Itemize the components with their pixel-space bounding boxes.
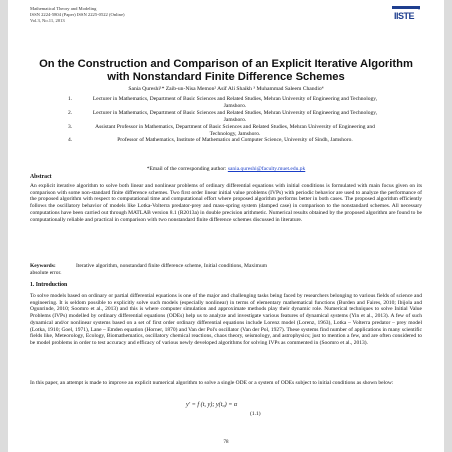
journal-name: Mathematical Theory and Modeling — [30, 6, 97, 11]
intro-paragraph-2: In this paper, an attempt is made to improve an explicit numerical algorithm to solve a single ODE or a system of ODEs subject to initial conditions as shown below: — [30, 380, 394, 386]
equation-number: (1.1) — [250, 411, 261, 417]
affiliation-list — [68, 96, 388, 144]
affiliation-item: 4. Professor of Mathematics, Institute of Mathematics and Computer Science, University of Sindh, Jamshoro. — [68, 137, 353, 144]
intro-heading: 1. Introduction — [30, 282, 68, 288]
corresponding-email — [38, 166, 414, 172]
affiliation-item: 3. Assistant Professor in Mathematics, Department of Basic Sciences and Related Studies, Mehran University of Engineering and Technology, Jamshoro. — [68, 123, 375, 137]
affiliation-item: 1. Lecturer in Mathematics, Department of Basic Sciences and Related Studies, Mehran University of Engineering and Technology, Jamshoro. — [68, 96, 378, 109]
publisher-logo — [392, 6, 420, 24]
paper-page — [8, 0, 444, 452]
email-label: *Email of the corresponding author: — [146, 166, 227, 172]
running-header — [30, 6, 125, 24]
equation: y′ = f (t, y); y(t₀) = α — [186, 401, 238, 408]
author-list: Sania Qureshi¹* Zaib-un-Nisa Memon² Asif Ali Shaikh ³ Muhammad Saleem Chandio⁴ — [128, 86, 324, 92]
page-number: 78 — [223, 440, 229, 445]
email-link[interactable]: sania.qureshi@faculty.muet.edu.pk — [227, 166, 306, 172]
keywords-text: Iterative algorithm, nonstandard finite difference scheme, Initial conditions, Maximum — [76, 263, 267, 269]
affiliation-item: 2. Lecturer in Mathematics, Department of Basic Sciences and Related Studies, Mehran University of Engineering and Technology, Jamshoro. — [68, 109, 378, 123]
intro-paragraph-1: To solve models based on ordinary or partial differential equations is one of the major and challenging tasks being faced by researchers belonging to various fields of science and engineering. It is seldom possible to explicitly solve such models (especially nonlinear) in terms of elementary mathematical functions (Burden and Faires, 2010; Ibijola and Ogunrinde, 2010; Soomro et al., 2013) and this is where computer simulation and approximate methods play their dynamic role. Numerical techniques to solve Initial Value Problems (IVPs) modelled by ordinary differential equations (ODEs) help us to analyze and investigate various features of dynamical systems (Yin et al., 2013). A few of such dynamical and/or nonlinear systems based on a set of first order ordinary differential equations include Lorenz model (Lorenz, 1963), Lotka – Volterra predator – prey model (Lotka, 1910; Goel, 1971), Lane – Emden equation (Horner, 1870) and Van der Pol's oscillator (Van der Pol, 1927). These systems find number of applications in many scientific fields like, Meteorology, Ecology, Biomathematics, oscillatory chemical reactions, chaos theory, seismology, and astrophysics; just to mention a few, and are often considered to be model problems in order to test accuracy and efficacy of various newly developed algorithms for solving IVPs as commented in (Soomro et al., 2013). — [30, 293, 422, 346]
publisher-url[interactable]: www.iiste.org — [397, 5, 420, 10]
paper-title: On the Construction and Comparison of an Explicit Iterative Algorithm with Nonstandard Finite Difference Schemes — [39, 58, 413, 83]
abstract-heading: Abstract — [30, 174, 52, 180]
logo-mark: IISTE — [394, 11, 415, 21]
abstract-text: An explicit iterative algorithm to solve both linear and nonlinear problems of ordinary differential equations with initial conditions is formulated with main focus given on its comparison with some non-standard finite difference schemes. Two first order linear initial value problems (IVPs) with periodic behavior are used to analyze the performance of the proposed algorithm with respect to computational time and computational effort where proposed algorithm performs better in both cases. The proposed algorithm efficiently follows the oscillatory behavior of models like Lotka-Volterra predator-prey and mass-spring system (damped case) in comparison to the nonstandard schemes. All necessary computations have been carried out through MATLAB version 8.1 (R2013a) in double precision arithmetic. Numerical results obtained by the proposed algorithm are found to be computationally reliable and practical in comparison with two nonstandard finite difference schemes discussed in literature. — [30, 183, 422, 223]
volume-line: Vol.3, No.11, 2013 — [30, 18, 65, 23]
issn-line: ISSN 2224-5804 (Paper) ISSN 2225-0522 (Online) — [30, 12, 125, 17]
keywords-text-cont: absolute error. — [30, 269, 62, 276]
keywords-label: Keywords: — [30, 263, 56, 269]
